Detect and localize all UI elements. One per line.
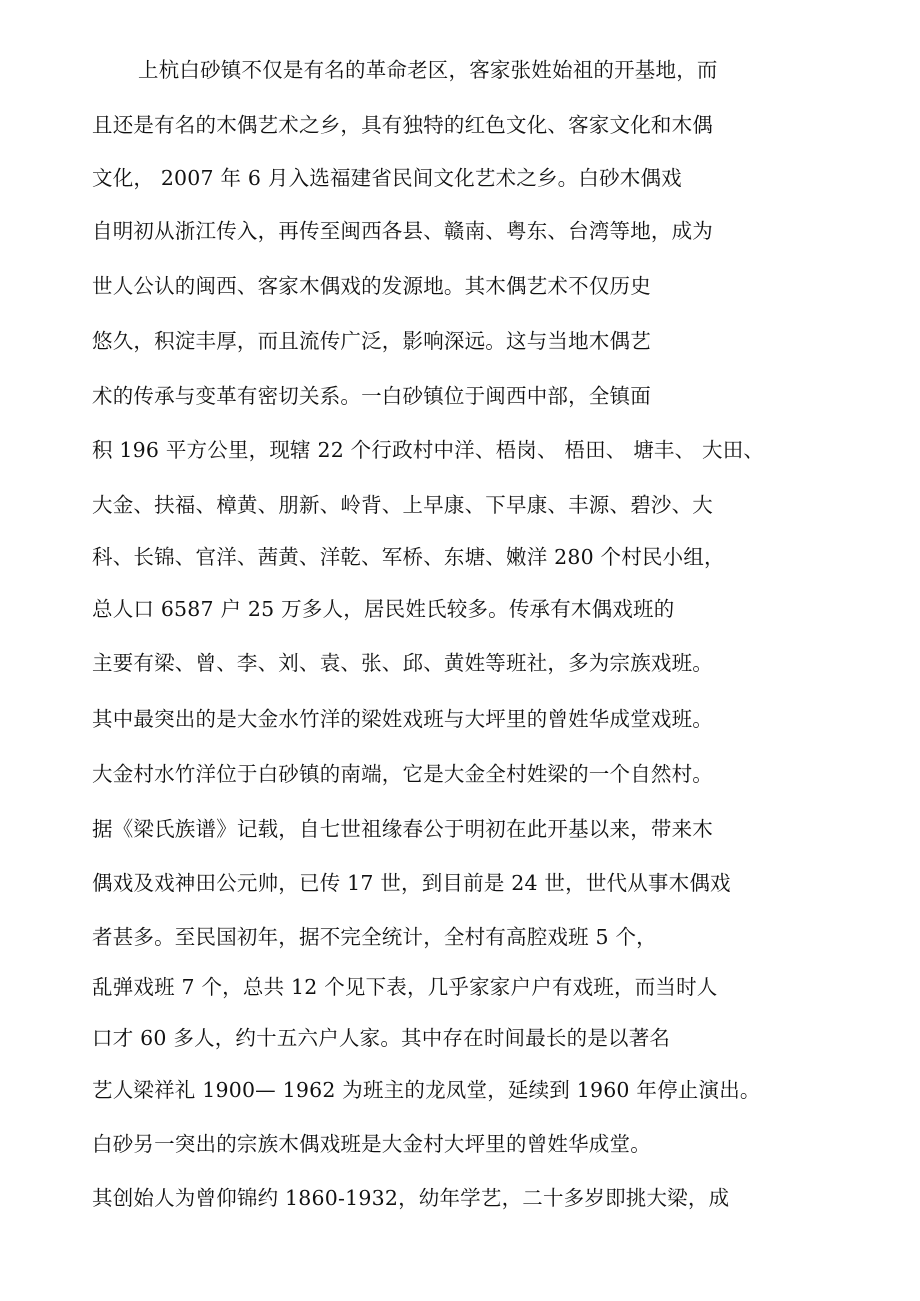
paragraph-line: 自明初从浙江传入，再传至闽西各县、赣南、粤东、台湾等地，成为: [92, 219, 713, 243]
paragraph-line: 科、长锦、官洋、茜黄、洋乾、军桥、东塘、嫩洋 280 个村民小组，: [92, 545, 725, 569]
paragraph-line: 术的传承与变革有密切关系。一白砂镇位于闽西中部，全镇面: [92, 384, 651, 408]
paragraph-line: 艺人梁祥礼 1900— 1962 为班主的龙凤堂，延续到 1960 年停止演出。: [92, 1078, 761, 1102]
paragraph-line: 总人口 6587 户 25 万多人，居民姓氏较多。传承有木偶戏班的: [92, 597, 675, 621]
paragraph-line: 大金村水竹洋位于白砂镇的南端，它是大金全村姓梁的一个自然村。: [92, 762, 713, 786]
paragraph-line: 其中最突出的是大金水竹洋的梁姓戏班与大坪里的曾姓华成堂戏班。: [92, 707, 713, 731]
paragraph-line: 世人公认的闽西、客家木偶戏的发源地。其木偶艺术不仅历史: [92, 274, 651, 298]
paragraph-line: 积 196 平方公里，现辖 22 个行政村中洋、梧岗、 梧田、 塘丰、 大田、: [92, 438, 765, 462]
paragraph-line: 上杭白砂镇不仅是有名的革命老区，客家张姓始祖的开基地，而: [138, 58, 718, 82]
paragraph-line: 其创始人为曾仰锦约 1860-1932，幼年学艺，二十多岁即挑大梁，成: [92, 1186, 730, 1210]
paragraph-line: 大金、扶福、樟黄、朋新、岭背、上早康、下早康、丰源、碧沙、大: [92, 493, 713, 517]
paragraph-line: 偶戏及戏神田公元帅，已传 17 世，到目前是 24 世，世代从事木偶戏: [92, 871, 731, 895]
paragraph-line: 悠久，积淀丰厚，而且流传广泛，影响深远。这与当地木偶艺: [92, 329, 651, 353]
paragraph-line: 乱弹戏班 7 个，总共 12 个见下表，几乎家家户户有戏班，而当时人: [92, 975, 718, 999]
paragraph-line: 且还是有名的木偶艺术之乡，具有独特的红色文化、客家文化和木偶: [92, 113, 713, 137]
paragraph-line: 白砂另一突出的宗族木偶戏班是大金村大坪里的曾姓华成堂。: [92, 1132, 651, 1156]
paragraph-line: 文化， 2007 年 6 月入选福建省民间文化艺术之乡。白砂木偶戏: [92, 166, 682, 190]
paragraph-line: 主要有梁、曾、李、刘、袁、张、邱、黄姓等班社，多为宗族戏班。: [92, 651, 713, 675]
paragraph-line: 口才 60 多人，约十五六户人家。其中存在时间最长的是以著名: [92, 1026, 671, 1050]
paragraph-line: 据《梁氏族谱》记载，自七世祖缘春公于明初在此开基以来，带来木: [92, 817, 713, 841]
paragraph-line: 者甚多。至民国初年，据不完全统计，全村有高腔戏班 5 个，: [92, 925, 657, 949]
